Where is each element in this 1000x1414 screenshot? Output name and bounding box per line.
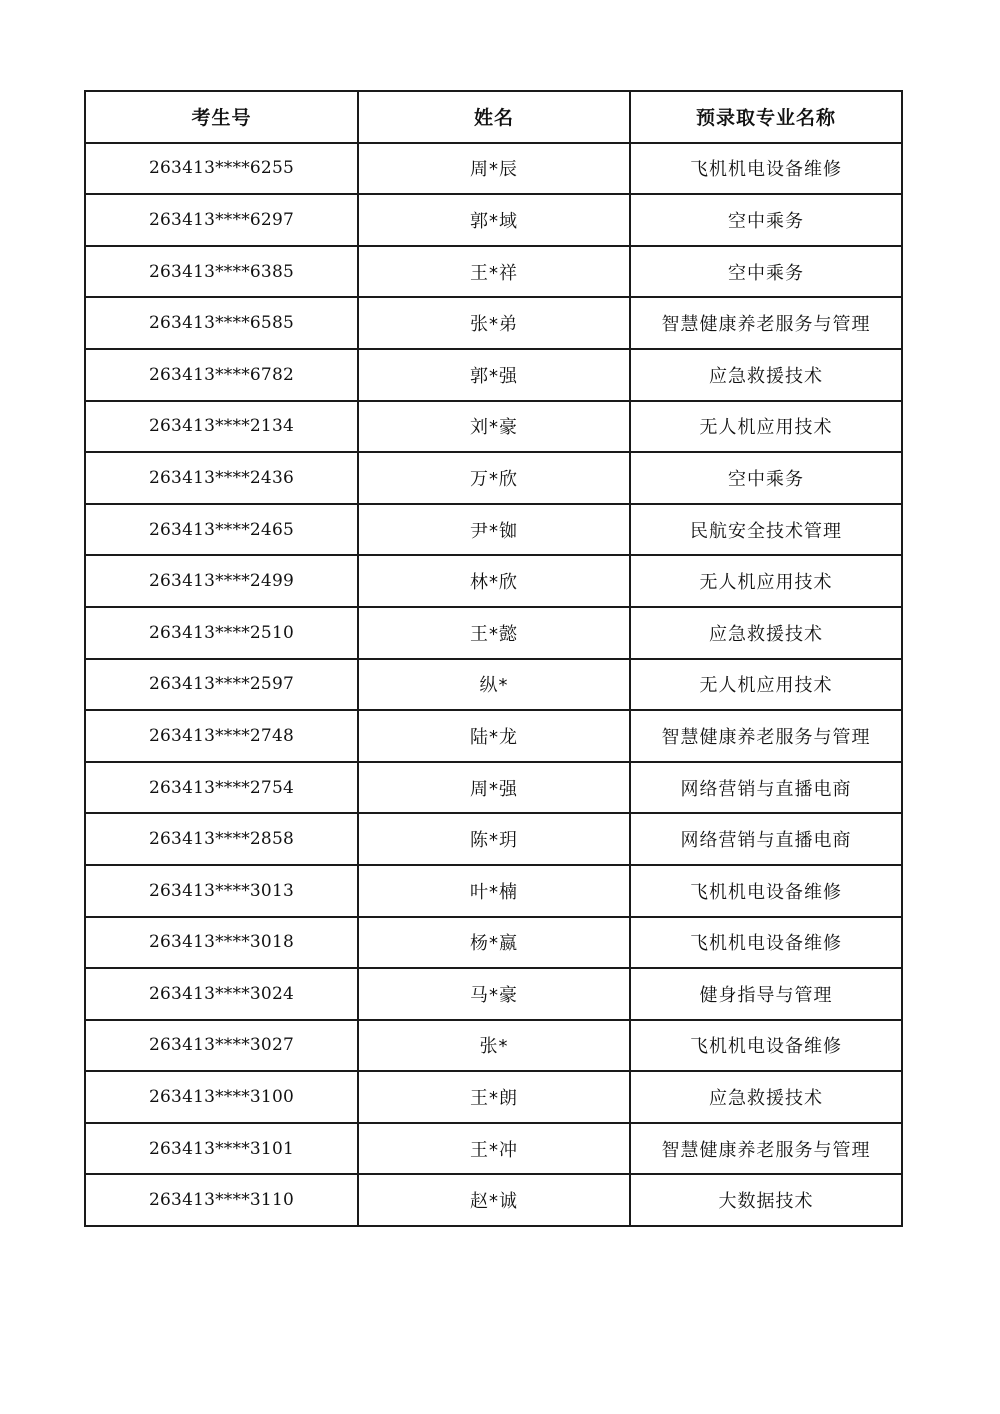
major-cell: 智慧健康养老服务与管理: [630, 297, 902, 349]
table-row: [85, 607, 902, 659]
exam-id-cell: 263413****3110: [85, 1174, 358, 1226]
student-name-cell: 王*祥: [358, 246, 630, 298]
table-row: [85, 659, 902, 711]
table-row: [85, 917, 902, 969]
header-major: 预录取专业名称: [630, 91, 902, 143]
table-body: [85, 143, 902, 1226]
major-cell: 应急救援技术: [630, 1071, 902, 1123]
major-cell: 空中乘务: [630, 452, 902, 504]
student-name-cell: 赵*诚: [358, 1174, 630, 1226]
table-row: [85, 504, 902, 556]
major-cell: 无人机应用技术: [630, 401, 902, 453]
exam-id-cell: 263413****6297: [85, 194, 358, 246]
header-name: 姓名: [358, 91, 630, 143]
student-name-cell: 王*朗: [358, 1071, 630, 1123]
table-row: [85, 710, 902, 762]
major-cell: 智慧健康养老服务与管理: [630, 1123, 902, 1175]
student-name-cell: 陆*龙: [358, 710, 630, 762]
exam-id-cell: 263413****2597: [85, 659, 358, 711]
table-row: [85, 813, 902, 865]
exam-id-cell: 263413****3024: [85, 968, 358, 1020]
student-name-cell: 杨*嬴: [358, 917, 630, 969]
major-cell: 空中乘务: [630, 246, 902, 298]
header-exam-id: 考生号: [85, 91, 358, 143]
exam-id-cell: 263413****6585: [85, 297, 358, 349]
header-row: [85, 91, 902, 143]
exam-id-cell: 263413****3101: [85, 1123, 358, 1175]
student-name-cell: 王*懿: [358, 607, 630, 659]
table-row: [85, 762, 902, 814]
student-name-cell: 周*强: [358, 762, 630, 814]
table-row: [85, 297, 902, 349]
student-name-cell: 万*欣: [358, 452, 630, 504]
major-cell: 飞机机电设备维修: [630, 1020, 902, 1072]
table-row: [85, 1071, 902, 1123]
exam-id-cell: 263413****3018: [85, 917, 358, 969]
student-name-cell: 张*弟: [358, 297, 630, 349]
major-cell: 无人机应用技术: [630, 555, 902, 607]
student-name-cell: 马*豪: [358, 968, 630, 1020]
student-name-cell: 尹*铷: [358, 504, 630, 556]
table-row: [85, 401, 902, 453]
exam-id-cell: 263413****2754: [85, 762, 358, 814]
student-name-cell: 刘*豪: [358, 401, 630, 453]
student-name-cell: 张*: [358, 1020, 630, 1072]
major-cell: 网络营销与直播电商: [630, 762, 902, 814]
student-name-cell: 纵*: [358, 659, 630, 711]
exam-id-cell: 263413****6385: [85, 246, 358, 298]
major-cell: 飞机机电设备维修: [630, 917, 902, 969]
major-cell: 应急救援技术: [630, 349, 902, 401]
major-cell: 飞机机电设备维修: [630, 865, 902, 917]
table-row: [85, 143, 902, 195]
exam-id-cell: 263413****6255: [85, 143, 358, 195]
admissions-sheet: [84, 90, 901, 1227]
table-row: [85, 246, 902, 298]
major-cell: 应急救援技术: [630, 607, 902, 659]
major-cell: 飞机机电设备维修: [630, 143, 902, 195]
major-cell: 无人机应用技术: [630, 659, 902, 711]
student-name-cell: 林*欣: [358, 555, 630, 607]
major-cell: 健身指导与管理: [630, 968, 902, 1020]
table-row: [85, 1020, 902, 1072]
student-name-cell: 陈*玥: [358, 813, 630, 865]
student-name-cell: 郭*强: [358, 349, 630, 401]
student-name-cell: 叶*楠: [358, 865, 630, 917]
exam-id-cell: 263413****3100: [85, 1071, 358, 1123]
table-row: [85, 194, 902, 246]
major-cell: 空中乘务: [630, 194, 902, 246]
exam-id-cell: 263413****2134: [85, 401, 358, 453]
student-name-cell: 王*冲: [358, 1123, 630, 1175]
exam-id-cell: 263413****2436: [85, 452, 358, 504]
exam-id-cell: 263413****2748: [85, 710, 358, 762]
table-row: [85, 968, 902, 1020]
student-name-cell: 郭*域: [358, 194, 630, 246]
table-row: [85, 1174, 902, 1226]
table-row: [85, 1123, 902, 1175]
table-header: [85, 91, 902, 143]
table-row: [85, 452, 902, 504]
exam-id-cell: 263413****2499: [85, 555, 358, 607]
table-row: [85, 865, 902, 917]
exam-id-cell: 263413****2510: [85, 607, 358, 659]
table-row: [85, 349, 902, 401]
exam-id-cell: 263413****2465: [85, 504, 358, 556]
student-name-cell: 周*辰: [358, 143, 630, 195]
exam-id-cell: 263413****6782: [85, 349, 358, 401]
admissions-table: [84, 90, 903, 1227]
major-cell: 网络营销与直播电商: [630, 813, 902, 865]
major-cell: 民航安全技术管理: [630, 504, 902, 556]
exam-id-cell: 263413****3013: [85, 865, 358, 917]
table-row: [85, 555, 902, 607]
major-cell: 智慧健康养老服务与管理: [630, 710, 902, 762]
exam-id-cell: 263413****2858: [85, 813, 358, 865]
major-cell: 大数据技术: [630, 1174, 902, 1226]
exam-id-cell: 263413****3027: [85, 1020, 358, 1072]
